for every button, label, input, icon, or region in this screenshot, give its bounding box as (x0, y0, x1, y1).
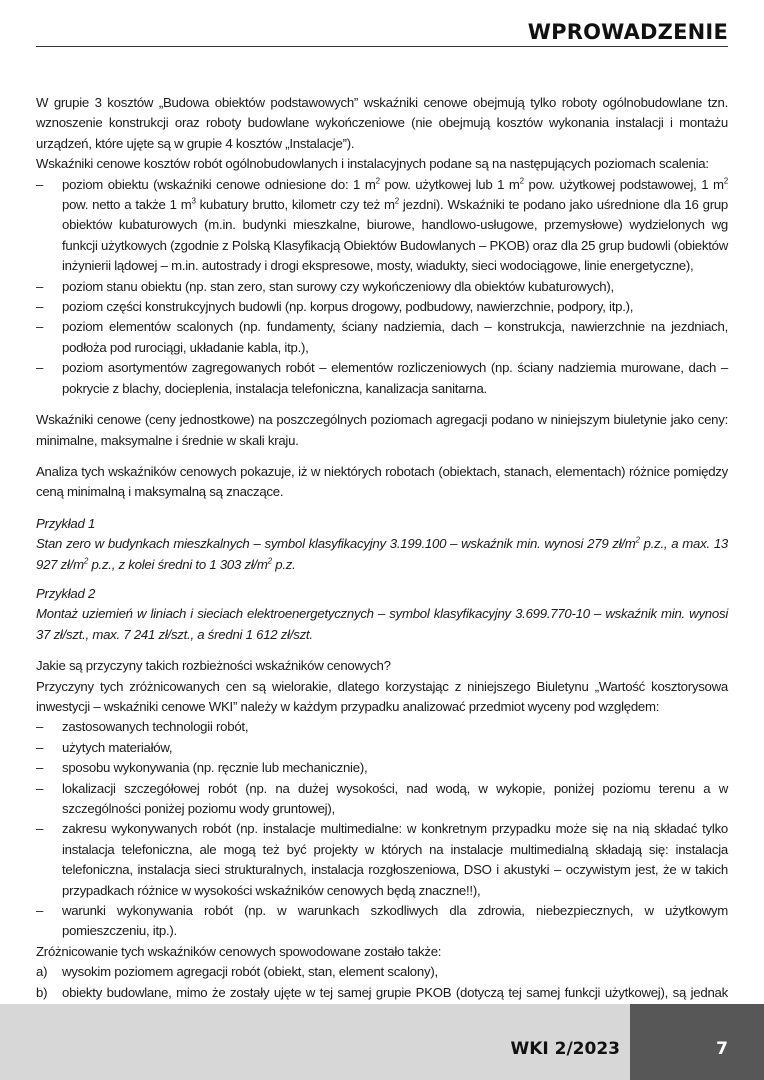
intro-paragraph: W grupie 3 kosztów „Budowa obiektów podstawowych” wskaźniki cenowe obejmują tylko roboty ogólnobudowlane tzn. wznoszenie konstrukcji oraz roboty budowlane wykończeniowe (nie obejmują kosztów wykonania instalacji i montażu urządzeń, które ujęte są w grupie 4 kosztów „Instalacje”). (36, 95, 728, 151)
factor-item-conditions: – warunki wykonywania robót (np. w warunkach szkodliwych dla zdrowia, niebezpiecznych, w użytkowym pomieszczeniu, itp.). (36, 903, 728, 939)
header-divider (36, 46, 728, 47)
list-marker: – (36, 360, 44, 376)
level-item-object: – poziom obiektu (wskaźniki cenowe odniesione do: 1 $m^2$ pow. użytkowej lub 1 $m^2$ pow. użytkowej podstawowej, 1 $m^2$ pow. netto a także 1 $m^3$ kubatury brutto, kilometr czy też $m^2$ jezdni). Wskaźniki te podano jako uśrednione dla 16 grup obiektów kubaturowych (m.in. budynki mieszkalne, biurowe, handlowo-usługowe, przemysłowe) wydzielonych wg funkcji użytkowych (zgodnie z Polską Klasyfikacją Obiektów Budowlanych – PKOB) oraz dla 25 grup budowli (obiektów inżynierii lądowej – m.in. autostrady i drogi ekspresowe, mosty, wiadukty, sieci wodociągowe, linie energetyczne), (36, 176, 728, 274)
question-line: Jakie są przyczyny takich rozbieżności wskaźników cenowych? (36, 658, 391, 674)
page-header-title: WPROWADZENIE (527, 20, 728, 44)
footer-page-box (630, 1004, 764, 1080)
list-marker: – (36, 760, 44, 776)
example-2-text: Montaż uziemień w liniach i sieciach elektroenergetycznych – symbol klasyfikacyjny 3.699.770-10 – wskaźnik min. wynosi 37 zł/szt., max. 7 241 zł/szt., a średni 1 612 zł/szt. (36, 606, 728, 642)
level-item-assortments: – poziom asortymentów zagregowanych robót – elementów rozliczeniowych (np. ściany nadziemia murowane, dach – pokrycie z blachy, docieplenia, instalacja telefoniczna, kanalizacja sanitarna. (36, 360, 728, 396)
example-1-title: Przykład 1 (36, 515, 96, 531)
list-marker: – (36, 299, 44, 315)
cause-item-b: b) obiekty budowlane, mimo że zostały ujęte w tej samej grupie PKOB (dotyczą tej samej funkcji użytkowej), są jednak (36, 983, 728, 1024)
list-marker: – (36, 780, 44, 796)
factor-item-location: – lokalizacji szczegółowej robót (np. na dużej wysokości, nad wodą, w wykopie, poniżej poziomu terenu a w szczególności poniżej poziomu wody gruntowej), (36, 780, 728, 816)
levels-intro: Wskaźniki cenowe kosztów robót ogólnobudowlanych i instalacyjnych podane są na następujących poziomach scalenia: (36, 156, 709, 172)
article-body (36, 93, 728, 1023)
analysis-paragraph: Analiza tych wskaźników cenowych pokazuje, iż w niektórych robotach (obiektach, stanach, elementach) różnice pomiędzy ceną minimalną i maksymalną są znaczące. (36, 463, 728, 500)
list-marker: – (36, 278, 44, 294)
level-item-combined-elements: – poziom elementów scalonych (np. fundamenty, ściany nadziemia, dach – konstrukcja, nawierzchnie na jezdniach, podłoża pod rurociągi, układanie kabla, itp.), (36, 319, 728, 355)
prices-paragraph: Wskaźniki cenowe (ceny jednostkowe) na poszczególnych poziomach agregacji podano w niniejszym biuletynie jako ceny: minimalne, maksymalne i średnie w skali kraju. (36, 412, 728, 448)
footer-issue-label: WKI 2/2023 (510, 1039, 620, 1059)
factor-item-method: – sposobu wykonywania (np. ręcznie lub mechanicznie), (36, 758, 728, 778)
level-item-stage: – poziom stanu obiektu (np. stan zero, stan surowy czy wykończeniowy dla obiektów kubaturowych), (36, 277, 728, 297)
factor-item-technology: – zastosowanych technologii robót, (36, 717, 728, 737)
example-1-text: Stan zero w budynkach mieszkalnych – symbol klasyfikacyjny 3.199.100 – wskaźnik min. wynosi 279 $zł/m^2$ p.z., a max. 13 927 $zł/m^2$ p.z., z kolei średni to 1 303 $zł/m^2$ p.z. (36, 535, 728, 572)
differentiation-paragraph: Zróżnicowanie tych wskaźników cenowych spowodowane zostało także: (36, 943, 442, 959)
list-marker: a) (36, 964, 48, 980)
list-marker: – (36, 739, 44, 755)
list-marker: – (36, 903, 44, 919)
list-marker: – (36, 176, 44, 192)
example-2-title: Przykład 2 (36, 585, 96, 601)
list-marker: – (36, 319, 44, 335)
list-marker: – (36, 719, 44, 735)
reasons-paragraph: Przyczyny tych zróżnicowanych cen są wielorakie, dlatego korzystając z niniejszego Biuletynu „Wartość kosztorysowa inwestycji – wskaźniki cenowe WKI” należy w każdym przypadku analizować przedmiot wyceny pod względem: (36, 678, 728, 714)
level-item-structural-parts: – poziom części konstrukcyjnych budowli (np. korpus drogowy, podbudowy, nawierzchnie, podpory, itp.), (36, 297, 728, 317)
footer-page-number: 7 (716, 1039, 728, 1059)
cause-item-a: a) wysokim poziomem agregacji robót (obiekt, stan, element scalony), (36, 962, 728, 982)
factor-item-scope: – zakresu wykonywanych robót (np. instalacje multimedialne: w konkretnym przypadku może się na nią składać tylko instalacja telefoniczna, ale mogą też być projekty w których na instalacje multimedialną składają się: instalacja telefoniczna, instalacja sieci strukturalnych, instalacja rozgłoszeniowa, DSO i akustyki – oczywistym jest, że w takich przypadkach różnice w wysokości wskaźników cenowych będą znaczne!!), (36, 821, 728, 898)
factor-item-materials: – użytych materiałów, (36, 738, 728, 758)
list-marker: – (36, 821, 44, 837)
list-marker: b) (36, 984, 48, 1000)
